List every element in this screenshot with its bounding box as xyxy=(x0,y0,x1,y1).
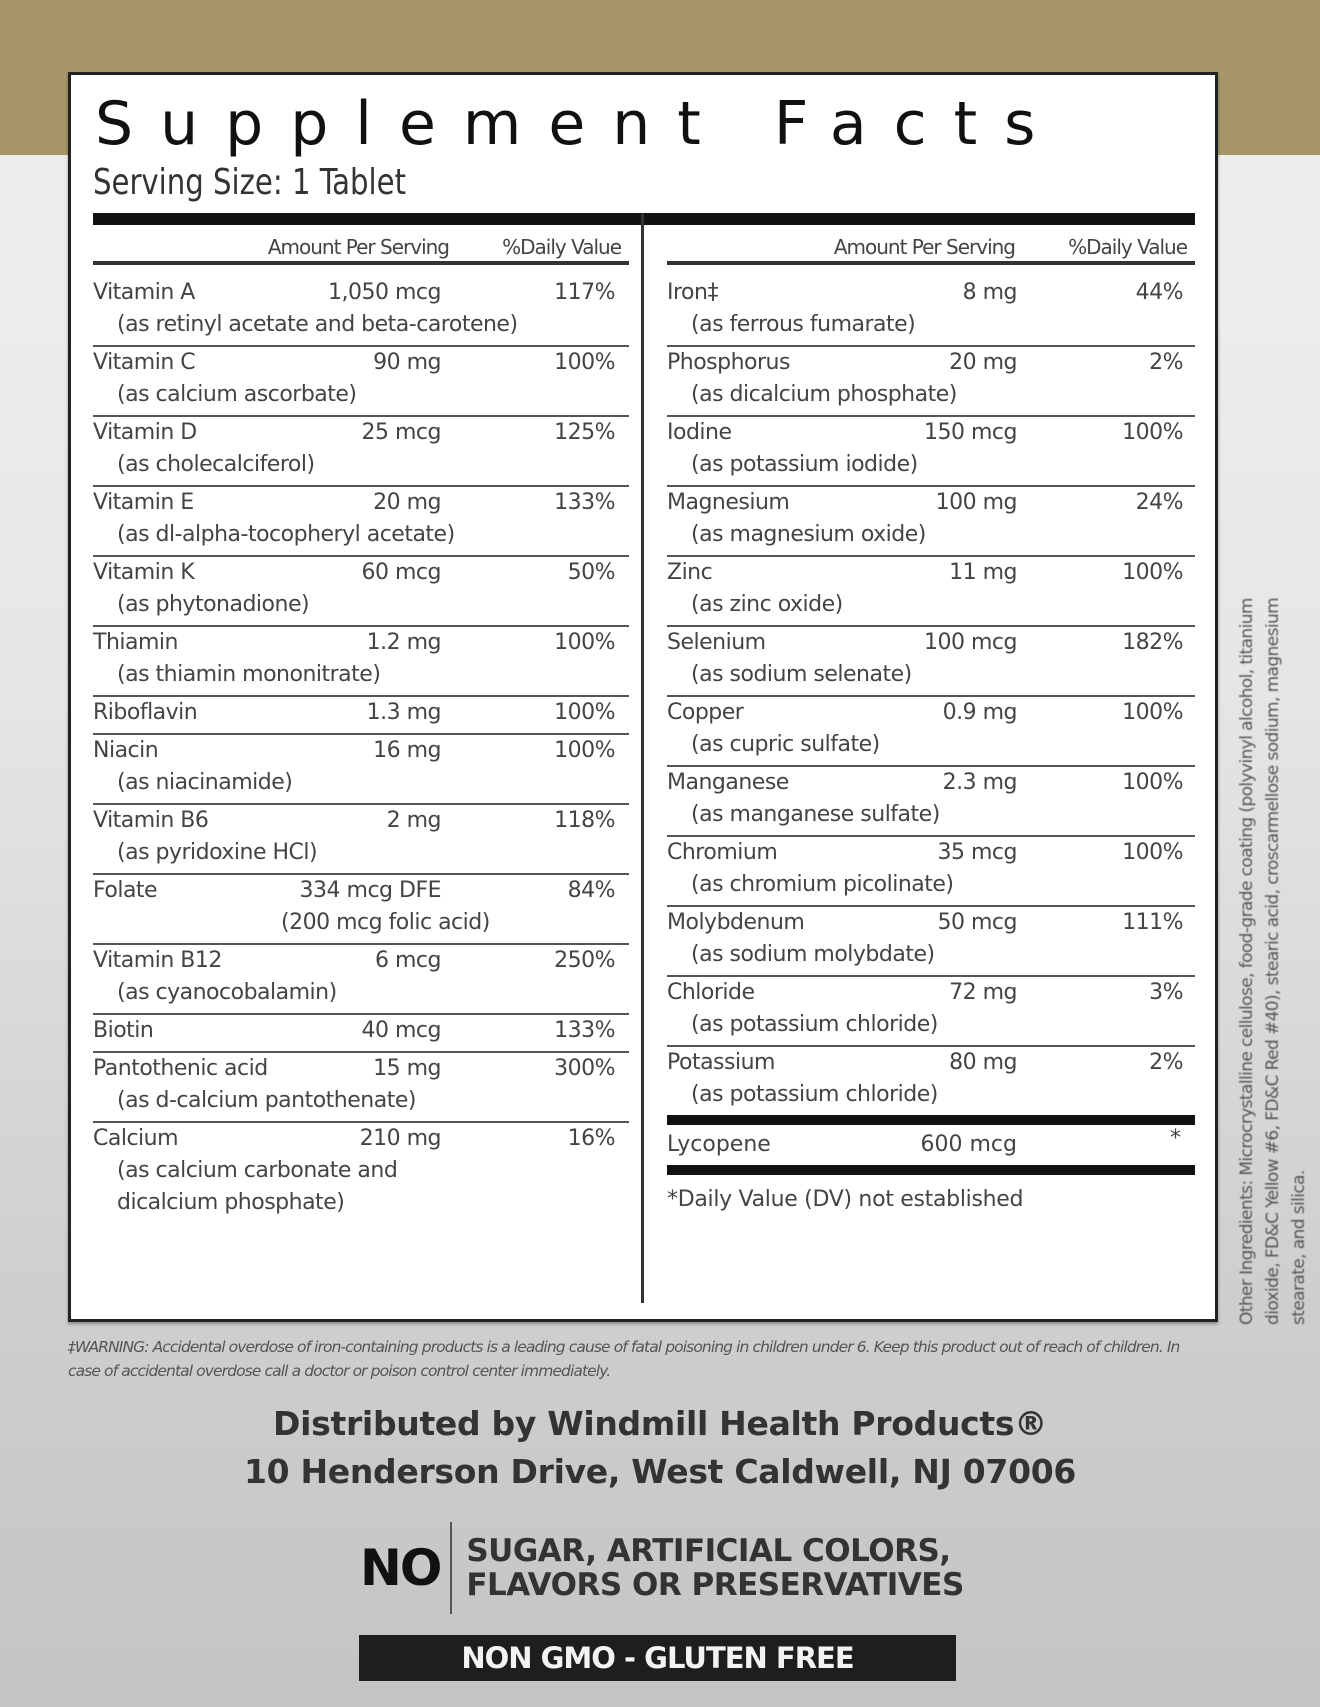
nutrient-source: (as potassium chloride) xyxy=(691,1012,938,1037)
nutrient-name: Chromium xyxy=(667,840,778,865)
nutrient-dv: 100% xyxy=(554,738,615,763)
distributor-address: 10 Henderson Drive, West Caldwell, NJ 07006 xyxy=(243,1452,1077,1491)
heavy-rule xyxy=(667,1165,1195,1175)
nutrient-name: Calcium xyxy=(93,1126,179,1151)
header-amount-per-serving: Amount Per Serving xyxy=(833,235,1015,259)
nutrient-amount: 11 mg xyxy=(949,560,1017,585)
nutrient-amount: 90 mg xyxy=(373,350,441,375)
header-amount-per-serving: Amount Per Serving xyxy=(267,235,449,259)
heavy-rule xyxy=(667,1115,1195,1125)
nutrient-name: Manganese xyxy=(667,770,789,795)
serving-size: Serving Size: 1 Tablet xyxy=(93,162,407,203)
nutrient-amount: 334 mcg DFE xyxy=(299,878,441,903)
nutrient-dv: 84% xyxy=(567,878,615,903)
nutrient-dv: * xyxy=(1170,1126,1181,1151)
lycopene-row xyxy=(667,1125,1195,1165)
nutrient-amount: 150 mcg xyxy=(924,420,1017,445)
nutrient-dv: 100% xyxy=(1122,840,1183,865)
right-nutrient-column xyxy=(667,225,1195,1212)
nutrient-name: Biotin xyxy=(93,1018,154,1043)
nutrient-name: Thiamin xyxy=(93,630,178,655)
nutrient-row xyxy=(667,907,1195,977)
nutrient-dv: 2% xyxy=(1149,1050,1183,1075)
nutrient-amount: 35 mcg xyxy=(937,840,1017,865)
nutrient-source: (as zinc oxide) xyxy=(691,592,843,617)
nutrient-name: Potassium xyxy=(667,1050,775,1075)
distributor-info xyxy=(0,1400,1320,1496)
nutrient-dv: 100% xyxy=(554,630,615,655)
nutrient-row xyxy=(93,1053,629,1123)
nutrient-name: Copper xyxy=(667,700,744,725)
nutrient-source: (as cyanocobalamin) xyxy=(117,980,337,1005)
no-additives-text xyxy=(466,1534,963,1602)
nutrient-source: (as niacinamide) xyxy=(117,770,293,795)
nutrient-dv: 182% xyxy=(1122,630,1183,655)
nutrient-name: Vitamin D xyxy=(93,420,197,445)
no-additives-claim xyxy=(360,1518,964,1618)
nutrient-source: (as cupric sulfate) xyxy=(691,732,880,757)
nutrient-row xyxy=(667,697,1195,767)
nutrient-amount: 2.3 mg xyxy=(942,770,1017,795)
nutrient-dv: 100% xyxy=(1122,770,1183,795)
nutrient-source: dicalcium phosphate) xyxy=(117,1190,345,1215)
nutrient-amount: 210 mg xyxy=(359,1126,441,1151)
nutrient-amount: 20 mg xyxy=(373,490,441,515)
nutrient-source: (as sodium selenate) xyxy=(691,662,912,687)
nutrient-row xyxy=(93,875,629,945)
nutrient-row xyxy=(93,347,629,417)
nutrient-row xyxy=(93,805,629,875)
nutrient-source: (as thiamin mononitrate) xyxy=(117,662,381,687)
nutrient-source: (as potassium iodide) xyxy=(691,452,918,477)
left-nutrient-column xyxy=(93,225,629,1223)
nutrient-row xyxy=(93,945,629,1015)
nutrient-dv: 16% xyxy=(567,1126,615,1151)
nutrient-name: Zinc xyxy=(667,560,713,585)
nutrient-source: (as d-calcium pantothenate) xyxy=(117,1088,416,1113)
nutrient-name: Phosphorus xyxy=(667,350,790,375)
left-rows xyxy=(93,277,629,1223)
nutrient-row xyxy=(93,1123,629,1223)
column-header xyxy=(93,225,629,265)
nutrient-row xyxy=(667,1047,1195,1115)
no-word: NO xyxy=(360,1539,441,1597)
nutrient-dv: 44% xyxy=(1135,280,1183,305)
nutrient-amount: 1.3 mg xyxy=(366,700,441,725)
nutrient-row xyxy=(93,277,629,347)
nutrient-amount: 6 mcg xyxy=(375,948,441,973)
nutrient-amount: 80 mg xyxy=(949,1050,1017,1075)
nutrient-row xyxy=(667,277,1195,347)
nutrient-source: (as magnesium oxide) xyxy=(691,522,926,547)
nutrient-row xyxy=(667,837,1195,907)
nutrient-amount: 2 mg xyxy=(386,808,441,833)
nutrient-source: (as chromium picolinate) xyxy=(691,872,954,897)
nutrient-source: (as sodium molybdate) xyxy=(691,942,935,967)
nutrient-row xyxy=(93,697,629,735)
nutrient-dv: 133% xyxy=(554,1018,615,1043)
nutrient-name: Chloride xyxy=(667,980,755,1005)
nutrient-amount: 16 mg xyxy=(373,738,441,763)
nutrient-source: (as ferrous fumarate) xyxy=(691,312,916,337)
nutrient-amount: 25 mcg xyxy=(361,420,441,445)
nutrient-amount: 40 mcg xyxy=(361,1018,441,1043)
nutrient-dv: 50% xyxy=(567,560,615,585)
header-daily-value: %Daily Value xyxy=(502,235,621,259)
nutrient-row xyxy=(93,627,629,697)
nutrient-name: Vitamin B12 xyxy=(93,948,222,973)
right-rows xyxy=(667,277,1195,1115)
nutrient-name: Vitamin K xyxy=(93,560,195,585)
claim-divider xyxy=(450,1522,452,1614)
nutrient-row xyxy=(667,487,1195,557)
non-gmo-gluten-free-badge: NON GMO - GLUTEN FREE xyxy=(359,1635,956,1681)
nutrient-dv: 3% xyxy=(1149,980,1183,1005)
nutrient-dv: 100% xyxy=(554,350,615,375)
nutrient-amount: 1,050 mcg xyxy=(328,280,441,305)
nutrient-name: Vitamin B6 xyxy=(93,808,209,833)
nutrient-dv: 24% xyxy=(1135,490,1183,515)
nutrient-source: (as cholecalciferol) xyxy=(117,452,315,477)
nutrient-row xyxy=(667,977,1195,1047)
nutrient-dv: 133% xyxy=(554,490,615,515)
nutrient-dv: 100% xyxy=(1122,420,1183,445)
nutrient-amount: 72 mg xyxy=(949,980,1017,1005)
nutrient-amount: 20 mg xyxy=(949,350,1017,375)
nutrient-dv: 2% xyxy=(1149,350,1183,375)
column-divider xyxy=(641,213,644,1303)
thick-rule xyxy=(93,213,1195,225)
nutrient-dv: 111% xyxy=(1122,910,1183,935)
nutrient-dv: 100% xyxy=(1122,700,1183,725)
nutrient-amount: 8 mg xyxy=(962,280,1017,305)
nutrient-source: (as potassium chloride) xyxy=(691,1082,938,1107)
nutrient-row xyxy=(667,557,1195,627)
nutrient-dv: 250% xyxy=(554,948,615,973)
iron-warning: ‡WARNING: Accidental overdose of iron-containing products is a leading cause of fatal poisoning in children under 6. Keep this product out of reach of children. In case of accidental overdose call a doctor or poison control center immediately. xyxy=(68,1338,1180,1380)
nutrient-source: (as retinyl acetate and beta-carotene) xyxy=(117,312,518,337)
nutrient-row xyxy=(93,487,629,557)
nutrient-amount: 100 mg xyxy=(935,490,1017,515)
nutrient-amount: 100 mcg xyxy=(924,630,1017,655)
nutrient-name: Pantothenic acid xyxy=(93,1056,268,1081)
nutrient-name: Vitamin E xyxy=(93,490,194,515)
other-ingredients-text: Other Ingredients: Microcrystalline cellulose, food-grade coating (polyvinyl alcohol, titanium dioxide, FD&C Yellow #6, FD&C Red #40), stearic acid, croscarmellose sodium, magnesium stearate, and silica. xyxy=(1237,597,1309,1325)
nutrient-row xyxy=(93,1015,629,1053)
header-daily-value: %Daily Value xyxy=(1068,235,1187,259)
nutrient-name: Iodine xyxy=(667,420,732,445)
nutrient-row xyxy=(93,557,629,627)
panel-title: Supplement Facts xyxy=(95,89,1063,159)
nutrient-source: (as dl-alpha-tocopheryl acetate) xyxy=(117,522,455,547)
nutrient-dv: 118% xyxy=(554,808,615,833)
nutrient-row xyxy=(667,417,1195,487)
nutrient-source: (as calcium ascorbate) xyxy=(117,382,357,407)
nutrient-row xyxy=(93,735,629,805)
nutrient-name: Magnesium xyxy=(667,490,790,515)
nutrient-amount: 0.9 mg xyxy=(942,700,1017,725)
nutrient-source: (as pyridoxine HCl) xyxy=(117,840,318,865)
no-additives-line-2: FLAVORS OR PRESERVATIVES xyxy=(466,1567,964,1603)
no-additives-line-1: SUGAR, ARTIFICIAL COLORS, xyxy=(466,1533,951,1569)
nutrient-dv: 100% xyxy=(554,700,615,725)
nutrient-name: Selenium xyxy=(667,630,766,655)
nutrient-row xyxy=(667,767,1195,837)
nutrient-name: Niacin xyxy=(93,738,159,763)
nutrient-name: Vitamin C xyxy=(93,350,196,375)
column-header xyxy=(667,225,1195,265)
nutrient-dv: 125% xyxy=(554,420,615,445)
nutrient-name: Riboflavin xyxy=(93,700,198,725)
nutrient-source: (as manganese sulfate) xyxy=(691,802,940,827)
nutrient-dv: 100% xyxy=(1122,560,1183,585)
nutrient-name: Iron‡ xyxy=(667,280,718,305)
nutrient-source: (as phytonadione) xyxy=(117,592,310,617)
distributor-name: Distributed by Windmill Health Products® xyxy=(273,1404,1047,1443)
nutrient-source: (as dicalcium phosphate) xyxy=(691,382,957,407)
nutrient-name: Folate xyxy=(93,878,158,903)
nutrient-amount: 1.2 mg xyxy=(366,630,441,655)
nutrient-amount: 60 mcg xyxy=(361,560,441,585)
nutrient-dv: 117% xyxy=(554,280,615,305)
nutrient-name: Lycopene xyxy=(667,1132,771,1157)
nutrient-amount: 50 mcg xyxy=(937,910,1017,935)
nutrient-row xyxy=(93,417,629,487)
nutrient-source: (as calcium carbonate and xyxy=(117,1158,398,1183)
nutrient-dv: 300% xyxy=(554,1056,615,1081)
nutrient-name: Vitamin A xyxy=(93,280,195,305)
nutrient-row xyxy=(667,347,1195,417)
nutrient-row xyxy=(667,627,1195,697)
nutrient-amount: 600 mcg xyxy=(920,1132,1017,1157)
nutrient-amount: 15 mg xyxy=(373,1056,441,1081)
nutrient-name: Molybdenum xyxy=(667,910,805,935)
nutrient-source: (200 mcg folic acid) xyxy=(281,910,490,935)
dv-footnote: *Daily Value (DV) not established xyxy=(667,1187,1024,1212)
supplement-facts-panel xyxy=(68,72,1218,1322)
